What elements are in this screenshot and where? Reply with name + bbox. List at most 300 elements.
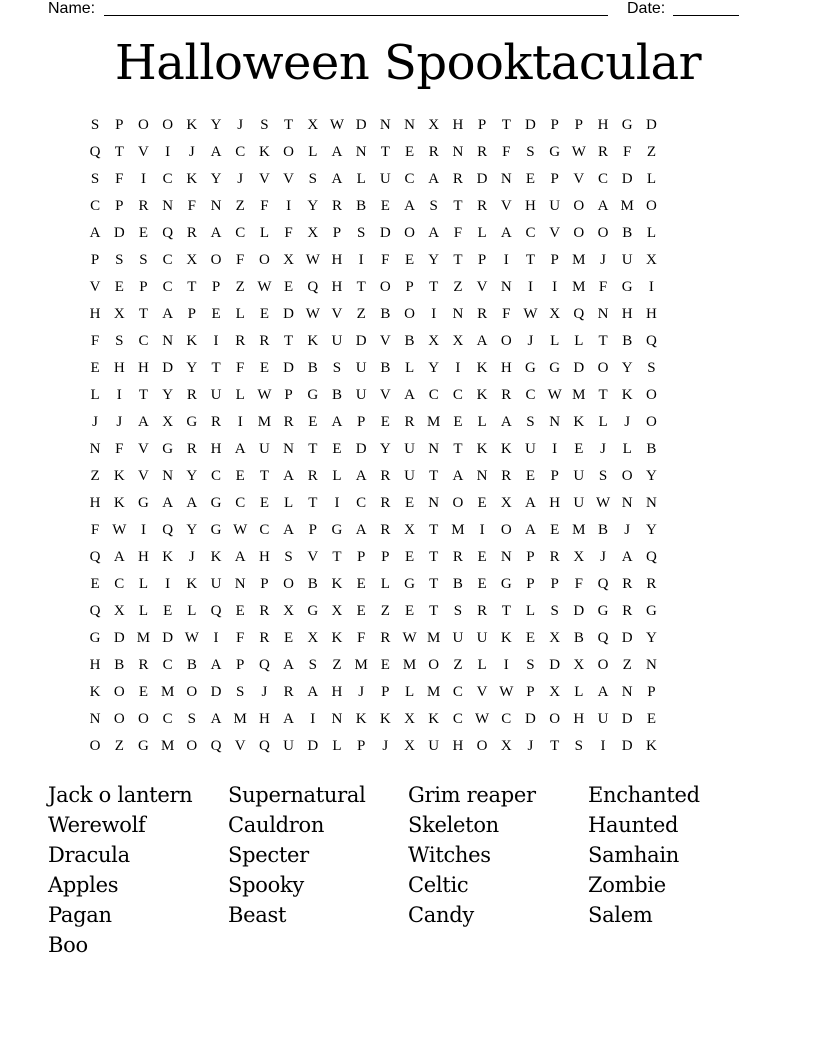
grid-letter[interactable]: J [527,738,534,754]
grid-letter[interactable]: J [188,549,195,565]
grid-letter[interactable]: D [476,171,488,187]
grid-letter[interactable]: E [404,144,415,160]
grid-letter[interactable]: E [235,603,245,619]
grid-letter[interactable]: K [186,333,198,349]
grid-letter[interactable]: E [138,684,149,700]
grid-letter[interactable]: C [162,171,173,187]
grid-letter[interactable]: U [597,711,609,727]
name-blank-line[interactable] [104,15,608,16]
grid-letter[interactable]: Z [622,657,632,673]
grid-letter[interactable]: T [429,576,439,592]
grid-letter[interactable]: X [307,225,319,241]
grid-letter[interactable]: U [210,387,222,403]
grid-letter[interactable]: O [621,468,633,484]
grid-letter[interactable]: I [479,522,485,538]
grid-letter[interactable]: A [428,171,440,187]
grid-letter[interactable]: O [404,225,415,241]
grid-letter[interactable]: N [234,576,246,592]
grid-letter[interactable]: C [162,252,173,268]
grid-letter[interactable]: M [233,711,247,727]
grid-letter[interactable]: C [452,684,463,700]
grid-letter[interactable]: Q [573,306,585,322]
grid-letter[interactable]: G [210,522,222,538]
grid-letter[interactable]: U [573,468,585,484]
grid-letter[interactable]: E [477,549,487,565]
grid-letter[interactable]: W [475,711,490,727]
grid-letter[interactable]: Q [89,603,101,619]
grid-letter[interactable]: N [404,117,415,133]
grid-letter[interactable]: A [113,549,125,565]
grid-letter[interactable]: V [379,333,391,349]
grid-letter[interactable]: E [453,414,463,430]
grid-letter[interactable]: D [621,711,633,727]
grid-letter[interactable]: F [187,198,197,214]
grid-letter[interactable]: K [89,684,101,700]
grid-letter[interactable]: F [356,630,366,646]
grid-letter[interactable]: H [331,684,343,700]
grid-letter[interactable]: J [600,252,606,268]
grid-letter[interactable]: P [284,387,293,403]
grid-letter[interactable]: B [307,576,318,592]
grid-letter[interactable]: B [622,333,633,349]
grid-letter[interactable]: S [356,225,366,241]
grid-letter[interactable]: K [476,441,488,457]
grid-letter[interactable]: J [237,171,244,187]
grid-letter[interactable]: M [160,684,175,700]
grid-letter[interactable]: Q [210,603,222,619]
grid-letter[interactable]: D [113,225,125,241]
grid-letter[interactable]: E [138,225,149,241]
grid-letter[interactable]: F [236,360,245,376]
grid-letter[interactable]: E [404,603,415,619]
grid-letter[interactable]: D [379,225,391,241]
grid-letter[interactable]: H [621,306,633,322]
grid-letter[interactable]: K [186,117,198,133]
grid-letter[interactable]: R [477,144,488,160]
grid-letter[interactable]: W [257,387,272,403]
grid-letter[interactable]: O [283,576,295,592]
grid-letter[interactable]: R [283,414,294,430]
grid-letter[interactable]: X [307,117,319,133]
grid-letter[interactable]: S [260,117,269,133]
grid-letter[interactable]: F [623,144,632,160]
grid-letter[interactable]: N [452,306,464,322]
grid-letter[interactable]: J [261,684,268,700]
grid-letter[interactable]: L [477,225,487,241]
grid-letter[interactable]: I [165,576,171,592]
grid-letter[interactable]: F [502,144,511,160]
grid-letter[interactable]: U [476,630,488,646]
grid-letter[interactable]: J [116,414,123,430]
grid-letter[interactable]: C [525,387,536,403]
grid-letter[interactable]: S [453,603,463,619]
grid-letter[interactable]: T [356,279,366,295]
grid-letter[interactable]: L [259,225,269,241]
grid-letter[interactable]: R [331,198,342,214]
grid-letter[interactable]: P [550,171,559,187]
grid-letter[interactable]: P [574,117,584,133]
grid-letter[interactable]: Z [646,144,656,160]
grid-letter[interactable]: N [452,144,464,160]
grid-letter[interactable]: P [550,117,559,133]
grid-letter[interactable]: Z [114,738,124,754]
grid-letter[interactable]: R [452,171,463,187]
grid-letter[interactable]: P [526,684,535,700]
grid-letter[interactable]: G [331,522,343,538]
grid-letter[interactable]: P [550,468,559,484]
grid-letter[interactable]: A [525,522,536,538]
grid-letter[interactable]: G [186,414,198,430]
grid-letter[interactable]: M [427,684,441,700]
grid-letter[interactable]: C [235,144,246,160]
grid-letter[interactable]: K [476,360,488,376]
grid-letter[interactable]: P [115,117,124,133]
grid-letter[interactable]: N [162,333,174,349]
grid-letter[interactable]: P [236,657,245,673]
grid-letter[interactable]: N [597,306,609,322]
grid-letter[interactable]: D [210,684,222,700]
grid-letter[interactable]: L [187,603,197,619]
grid-letter[interactable]: R [477,306,488,322]
grid-letter[interactable]: O [283,144,295,160]
grid-letter[interactable]: A [331,144,343,160]
grid-letter[interactable]: K [258,144,270,160]
grid-letter[interactable]: O [258,252,270,268]
grid-letter[interactable]: X [113,306,125,322]
grid-letter[interactable]: V [307,549,319,565]
grid-letter[interactable]: U [452,630,464,646]
grid-letter[interactable]: A [428,225,440,241]
grid-letter[interactable]: Q [597,576,609,592]
grid-letter[interactable]: H [331,279,343,295]
grid-letter[interactable]: T [501,117,511,133]
grid-letter[interactable]: N [645,657,657,673]
grid-letter[interactable]: E [574,441,584,457]
grid-letter[interactable]: W [402,630,417,646]
grid-letter[interactable]: E [90,360,100,376]
grid-letter[interactable]: E [163,603,173,619]
grid-letter[interactable]: F [574,576,584,592]
grid-letter[interactable]: S [574,738,584,754]
grid-letter[interactable]: A [500,225,512,241]
grid-letter[interactable]: X [404,738,415,754]
grid-letter[interactable]: I [600,738,606,754]
grid-letter[interactable]: D [162,630,174,646]
grid-letter[interactable]: Z [90,468,100,484]
grid-letter[interactable]: W [571,144,586,160]
grid-letter[interactable]: S [429,198,438,214]
grid-letter[interactable]: Y [186,468,198,484]
grid-letter[interactable]: C [162,657,173,673]
grid-letter[interactable]: K [331,576,343,592]
grid-letter[interactable]: R [598,144,609,160]
grid-letter[interactable]: J [382,738,389,754]
grid-letter[interactable]: M [572,252,586,268]
grid-letter[interactable]: L [235,306,245,322]
grid-letter[interactable]: Y [428,360,440,376]
grid-letter[interactable]: R [283,684,294,700]
grid-letter[interactable]: C [138,333,149,349]
grid-letter[interactable]: I [503,252,509,268]
grid-letter[interactable]: O [186,684,198,700]
grid-letter[interactable]: M [451,522,465,538]
grid-letter[interactable]: I [527,279,533,295]
grid-letter[interactable]: A [404,387,415,403]
grid-letter[interactable]: B [622,225,633,241]
grid-letter[interactable]: L [235,387,245,403]
grid-letter[interactable]: S [236,684,245,700]
grid-letter[interactable]: E [332,441,342,457]
grid-letter[interactable]: S [90,171,100,187]
grid-letter[interactable]: R [259,630,270,646]
grid-letter[interactable]: I [503,657,509,673]
grid-letter[interactable]: O [113,684,125,700]
grid-letter[interactable]: E [550,522,560,538]
grid-letter[interactable]: X [283,603,295,619]
grid-letter[interactable]: Y [307,198,319,214]
grid-letter[interactable]: G [645,603,657,619]
grid-letter[interactable]: I [552,441,558,457]
grid-letter[interactable]: L [622,441,632,457]
grid-letter[interactable]: V [234,738,246,754]
grid-letter[interactable]: D [621,630,633,646]
grid-letter[interactable]: X [162,414,174,430]
grid-letter[interactable]: S [308,171,317,187]
grid-letter[interactable]: N [500,171,512,187]
grid-letter[interactable]: S [526,414,535,430]
grid-letter[interactable]: E [114,279,124,295]
grid-letter[interactable]: C [90,198,101,214]
grid-letter[interactable]: K [186,576,198,592]
grid-letter[interactable]: B [307,360,318,376]
grid-letter[interactable]: N [162,198,174,214]
grid-letter[interactable]: E [477,576,487,592]
grid-letter[interactable]: F [284,225,293,241]
grid-letter[interactable]: H [452,738,464,754]
grid-letter[interactable]: U [355,360,367,376]
grid-letter[interactable]: T [114,144,124,160]
grid-letter[interactable]: F [236,252,245,268]
grid-letter[interactable]: D [355,441,367,457]
grid-letter[interactable]: A [234,441,246,457]
grid-letter[interactable]: O [645,387,657,403]
grid-letter[interactable]: C [525,225,536,241]
grid-letter[interactable]: Z [453,279,463,295]
grid-letter[interactable]: E [90,576,100,592]
grid-letter[interactable]: E [380,657,390,673]
grid-letter[interactable]: D [162,360,174,376]
grid-letter[interactable]: P [356,414,366,430]
grid-letter[interactable]: N [379,117,391,133]
grid-letter[interactable]: W [547,387,562,403]
grid-letter[interactable]: T [429,279,439,295]
grid-letter[interactable]: O [549,711,561,727]
grid-letter[interactable]: C [235,225,246,241]
grid-letter[interactable]: C [452,387,463,403]
grid-letter[interactable]: A [500,414,512,430]
grid-letter[interactable]: H [138,549,149,565]
grid-letter[interactable]: N [645,495,657,511]
grid-letter[interactable]: T [211,360,221,376]
grid-letter[interactable]: X [645,252,657,268]
grid-letter[interactable]: I [310,711,316,727]
grid-letter[interactable]: P [356,549,366,565]
grid-letter[interactable]: R [549,549,560,565]
grid-letter[interactable]: T [550,738,560,754]
grid-letter[interactable]: D [621,738,633,754]
grid-letter[interactable]: X [428,333,440,349]
grid-letter[interactable]: S [332,360,342,376]
grid-letter[interactable]: C [428,387,439,403]
grid-letter[interactable]: A [210,711,222,727]
grid-letter[interactable]: J [600,549,606,565]
grid-letter[interactable]: G [307,387,319,403]
grid-letter[interactable]: R [307,468,318,484]
grid-letter[interactable]: M [620,198,634,214]
grid-letter[interactable]: L [332,468,342,484]
grid-letter[interactable]: U [573,495,585,511]
grid-letter[interactable]: G [549,144,561,160]
grid-letter[interactable]: T [429,522,439,538]
grid-letter[interactable]: U [283,738,295,754]
grid-letter[interactable]: R [259,603,270,619]
grid-letter[interactable]: N [89,711,101,727]
grid-letter[interactable]: H [331,252,343,268]
grid-letter[interactable]: O [428,657,440,673]
grid-letter[interactable]: K [379,711,391,727]
grid-letter[interactable]: O [379,279,391,295]
grid-letter[interactable]: T [284,117,294,133]
grid-letter[interactable]: K [113,495,125,511]
grid-letter[interactable]: R [404,414,415,430]
grid-letter[interactable]: E [380,414,390,430]
grid-letter[interactable]: U [355,387,367,403]
grid-letter[interactable]: N [331,711,343,727]
grid-letter[interactable]: X [500,495,512,511]
grid-letter[interactable]: I [431,306,437,322]
grid-letter[interactable]: G [307,603,319,619]
grid-letter[interactable]: C [235,495,246,511]
grid-letter[interactable]: E [380,198,390,214]
grid-letter[interactable]: O [476,738,488,754]
grid-letter[interactable]: M [572,387,586,403]
grid-letter[interactable]: A [210,225,222,241]
grid-letter[interactable]: D [283,360,295,376]
grid-letter[interactable]: B [114,657,125,673]
grid-letter[interactable]: W [595,495,611,511]
grid-letter[interactable]: H [258,711,270,727]
grid-letter[interactable]: S [598,468,608,484]
grid-letter[interactable]: L [404,360,415,376]
grid-letter[interactable]: R [477,198,488,214]
grid-letter[interactable]: R [186,441,197,457]
grid-letter[interactable]: K [355,711,367,727]
grid-letter[interactable]: O [597,360,609,376]
grid-letter[interactable]: U [621,252,633,268]
grid-letter[interactable]: D [525,117,536,133]
grid-letter[interactable]: K [500,630,512,646]
grid-letter[interactable]: J [624,414,631,430]
grid-letter[interactable]: T [453,198,463,214]
grid-letter[interactable]: C [162,279,173,295]
grid-letter[interactable]: S [187,711,197,727]
grid-letter[interactable]: R [646,576,657,592]
grid-letter[interactable]: E [404,495,415,511]
grid-letter[interactable]: X [573,657,585,673]
grid-letter[interactable]: R [186,225,197,241]
grid-letter[interactable]: A [186,495,198,511]
grid-letter[interactable]: Y [162,387,174,403]
grid-letter[interactable]: C [114,576,125,592]
grid-letter[interactable]: T [525,252,536,268]
grid-letter[interactable]: H [138,360,149,376]
grid-letter[interactable]: O [573,198,585,214]
grid-letter[interactable]: E [477,495,487,511]
grid-letter[interactable]: M [427,630,441,646]
grid-letter[interactable]: A [597,684,609,700]
grid-letter[interactable]: V [476,279,488,295]
grid-letter[interactable]: Y [428,252,440,268]
grid-letter[interactable]: V [476,684,488,700]
grid-letter[interactable]: X [549,630,561,646]
grid-letter[interactable]: H [500,360,512,376]
grid-letter[interactable]: E [284,279,294,295]
grid-letter[interactable]: H [573,711,585,727]
grid-letter[interactable]: Q [258,657,270,673]
grid-letter[interactable]: E [525,468,536,484]
grid-letter[interactable]: Z [380,603,390,619]
grid-letter[interactable]: N [210,198,222,214]
grid-letter[interactable]: U [404,468,415,484]
grid-letter[interactable]: N [428,495,440,511]
grid-letter[interactable]: M [257,414,272,430]
grid-letter[interactable]: P [550,576,559,592]
grid-letter[interactable]: H [210,441,222,457]
grid-letter[interactable]: V [138,144,149,160]
grid-letter[interactable]: S [115,333,124,349]
grid-letter[interactable]: A [283,657,295,673]
grid-letter[interactable]: J [358,684,365,700]
grid-letter[interactable]: A [283,711,295,727]
grid-letter[interactable]: J [527,333,534,349]
grid-letter[interactable]: B [380,360,391,376]
grid-letter[interactable]: T [308,495,318,511]
grid-letter[interactable]: C [356,495,367,511]
grid-letter[interactable]: V [89,279,101,295]
grid-letter[interactable]: T [429,603,439,619]
grid-letter[interactable]: O [186,738,198,754]
grid-letter[interactable]: K [476,387,488,403]
grid-letter[interactable]: C [211,468,222,484]
grid-letter[interactable]: L [598,414,608,430]
grid-letter[interactable]: K [162,549,174,565]
grid-letter[interactable]: T [453,252,463,268]
grid-letter[interactable]: Z [235,198,245,214]
grid-letter[interactable]: R [501,468,512,484]
grid-letter[interactable]: X [428,117,440,133]
grid-letter[interactable]: Q [597,630,609,646]
grid-letter[interactable]: N [500,279,512,295]
grid-letter[interactable]: A [331,414,343,430]
grid-letter[interactable]: Q [89,144,101,160]
grid-letter[interactable]: A [283,468,295,484]
grid-letter[interactable]: F [453,225,463,241]
grid-letter[interactable]: X [404,522,415,538]
grid-letter[interactable]: L [308,144,318,160]
grid-letter[interactable]: X [500,738,512,754]
grid-letter[interactable]: L [646,171,656,187]
grid-letter[interactable]: P [332,225,342,241]
